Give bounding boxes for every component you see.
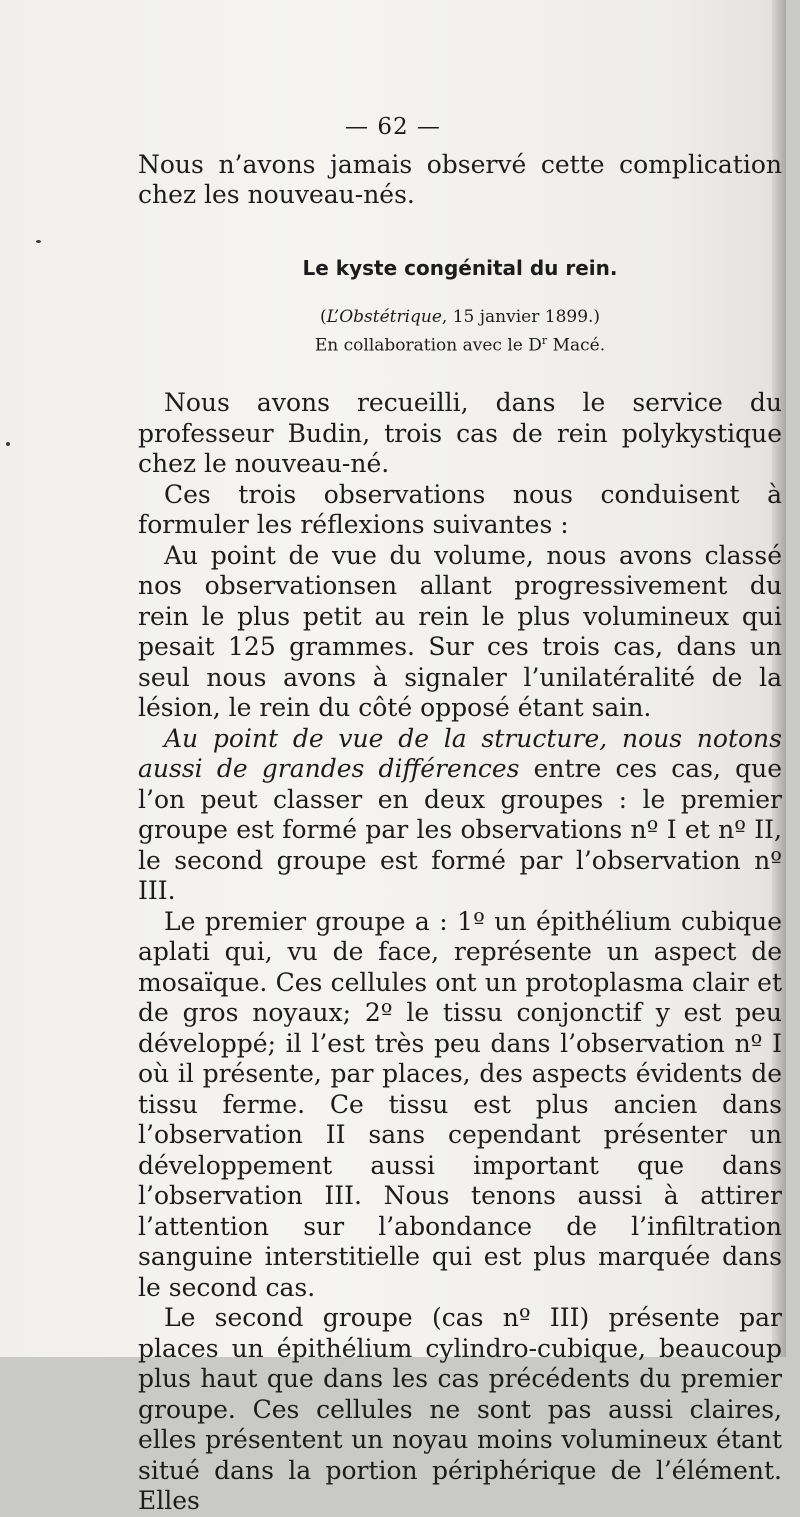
collaboration-text: En collaboration avec le D <box>314 335 542 356</box>
collaboration-superscript: r <box>541 334 548 347</box>
paragraph-4-italic: Au point de vue de la structure, nous notons aussi de grandes différences <box>138 723 782 783</box>
intro-paragraph: Nous n’avons jamais observé cette complication chez les nouveau-nés. <box>138 150 782 209</box>
section-title: Le kyste congénital du rein. <box>302 256 618 280</box>
citation <box>138 306 782 328</box>
paragraph-5: Le premier groupe a : 1º un épithélium cubique aplati qui, vu de face, représente un aspect de mosaïque. Ces cellules ont un protoplasma clair et de gros noyaux; 2º le tissu conjonctif y est peu développé; il l’est très peu dans l’observation nº I où il présente, par places, des aspects évidents de tissu ferme. Ce tissu est plus ancien dans l’observation II sans cependant présenter un développement aussi important que dans l’observation III. Nous tenons aussi à attirer l’attention sur l’abondance de l’infiltration sanguine interstitielle qui est plus marquée dans le second cas. <box>138 906 782 1302</box>
collaboration-line <box>138 330 782 357</box>
citation-open: ( <box>319 307 327 327</box>
paragraph-1: Nous avons recueilli, dans le service du professeur Budin, trois cas de rein polykystique chez le nouveau-né. <box>138 388 782 478</box>
paragraph-3: Au point de vue du volume, nous avons classé nos observationsen allant progressivement du rein le plus petit au rein le plus volumineux qui pesait 125 grammes. Sur ces trois cas, dans un seul nous avons à signaler l’unilatéralité de la lésion, le rein du côté opposé étant sain. <box>138 540 782 722</box>
body-text <box>138 388 782 1517</box>
paragraph-4-text: entre ces cas, que l’on peut classer en deux groupes : le premier groupe est formé par les observations nº I et nº II, le second groupe est formé par l’observation nº III. <box>138 754 782 905</box>
paragraph-2: Ces trois observations nous conduisent à formuler les réflexions suivantes : <box>138 479 782 539</box>
citation-date: , 15 janvier 1899.) <box>441 307 601 327</box>
paragraph-4 <box>138 724 782 907</box>
page-number: — 62 — <box>345 114 441 140</box>
journal-name: L’Obstétrique <box>326 307 442 327</box>
collaboration-name: Macé. <box>547 335 606 356</box>
paragraph-6: Le second groupe (cas nº III) présente par places un épithélium cylindro-cubique, beaucoup plus haut que dans les cas précédents du premier groupe. Ces cellules ne sont pas aussi claires, elles présentent un noyau moins volumineux étant situé dans la portion périphérique de l’élément. Elles <box>138 1303 782 1515</box>
